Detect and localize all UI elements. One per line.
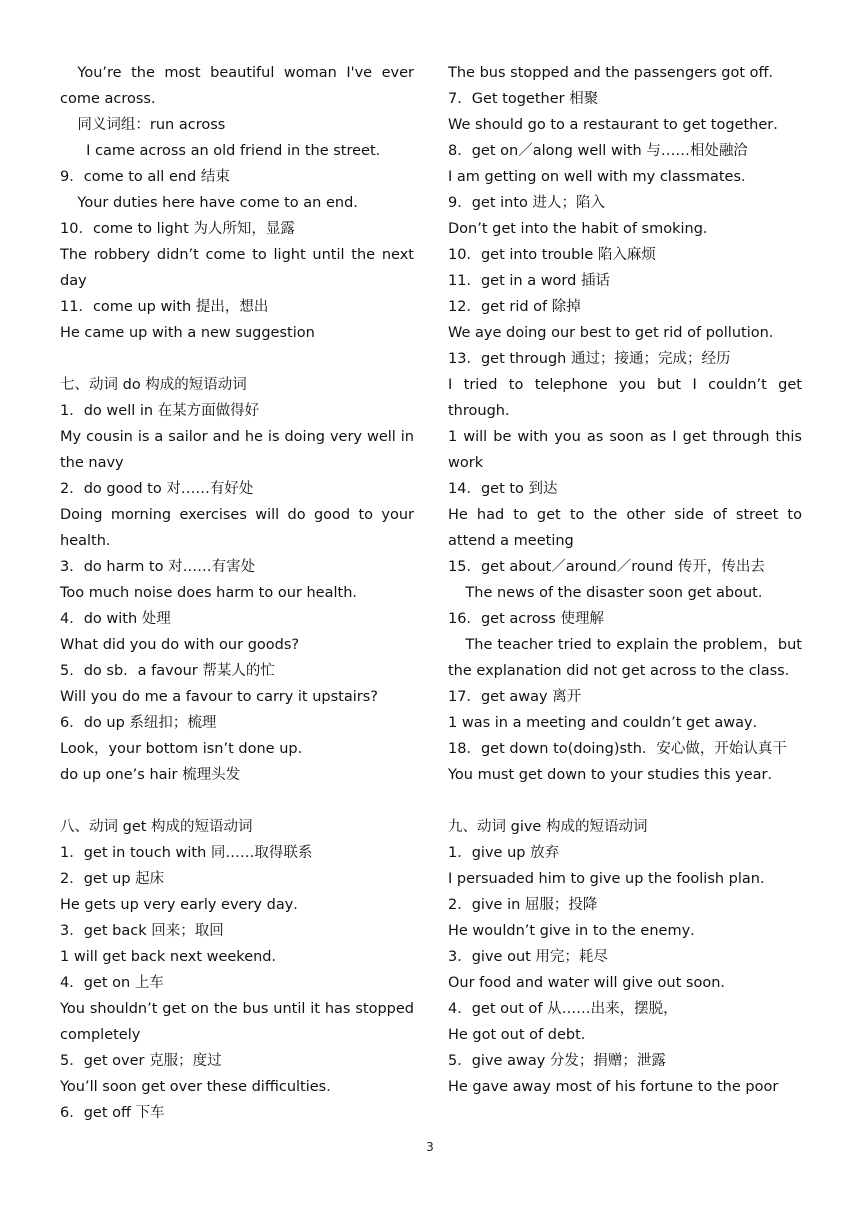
blank-line [60, 788, 414, 814]
text-line: Too much noise does harm to our health． [60, 585, 367, 601]
text-line: My cousin is a sailor and he is doing very well in the navy [60, 429, 414, 471]
text-line: He gave away most of his fortune to the poor [448, 1079, 779, 1095]
text-line: 7．Get together 相聚 [448, 91, 599, 107]
text-line: Don’t get into the habit of smoking． [448, 221, 718, 237]
text-line: You’re the most beautiful woman I've ever come across． [60, 65, 414, 107]
text-line: 12．get rid of 除掉 [448, 299, 581, 315]
text-line: 16．get across 使理解 [448, 611, 604, 627]
text-line: Will you do me a favour to carry it upstairs? [60, 689, 378, 705]
text-line: 10．come to light 为人所知，显露 [60, 221, 295, 237]
text-line: 5．do sb．a favour 帮某人的忙 [60, 663, 275, 679]
text-line: The robbery didn’t come to light until the next day [60, 247, 414, 289]
text-line: 2．do good to 对……有好处 [60, 481, 254, 497]
text-line: 4．get out of 从……出来，摆脱， [448, 1001, 678, 1017]
text-line: 10．get into trouble 陷入麻烦 [448, 247, 656, 263]
text-line: 4．do with 处理 [60, 611, 171, 627]
text-line: The teacher tried to explain the problem，but the explanation did not get across to the class． [448, 637, 802, 679]
text-line: 七、动词 do 构成的短语动词 [60, 377, 247, 393]
text-line: 1 was in a meeting and couldn’t get away． [448, 715, 768, 731]
text-line: 九、动词 give 构成的短语动词 [448, 819, 648, 835]
text-line: Look，your bottom isn’t done up． [60, 741, 313, 757]
text-line: I came across an old friend in the street． [86, 143, 391, 159]
text-line: 9．get into 进人；陷入 [448, 195, 606, 211]
text-line: 3．get back 回来；取回 [60, 923, 224, 939]
text-line: You’ll soon get over these difficulties． [60, 1079, 341, 1095]
text-line: 11．come up with 提出，想出 [60, 299, 269, 315]
text-line: Our food and water will give out soon． [448, 975, 735, 991]
text-line: 14．get to 到达 [448, 481, 558, 497]
text-line: 2．get up 起床 [60, 871, 165, 887]
text-line: 八、动词 get 构成的短语动词 [60, 819, 253, 835]
text-line: We aye doing our best to get rid of pollution． [448, 325, 784, 341]
text-line: 3．do harm to 对……有害处 [60, 559, 256, 575]
text-line: 同义词组：run across [77, 117, 226, 133]
page-number: 3 [426, 1140, 434, 1154]
blank-line [60, 346, 414, 372]
text-line: 1 will be with you as soon as I get through this work [448, 429, 802, 471]
text-line: 1．get in touch with 同……取得联系 [60, 845, 313, 861]
text-line: Doing morning exercises will do good to your health． [60, 507, 414, 549]
text-line: What did you do with our goods? [60, 637, 300, 653]
text-line: do up one’s hair 梳理头发 [60, 767, 241, 783]
text-line: 1 will get back next weekend． [60, 949, 287, 965]
text-line: 1．do well in 在某方面做得好 [60, 403, 260, 419]
text-line: 4．get on 上车 [60, 975, 164, 991]
text-line: He wouldn’t give in to the enemy． [448, 923, 705, 939]
text-line: 6．do up 系纽扣；梳理 [60, 715, 217, 731]
right-column [448, 60, 802, 1100]
left-column [60, 60, 414, 1126]
text-line: 5．get over 克服；度过 [60, 1053, 222, 1069]
text-line: 2．give in 屈服；投降 [448, 897, 598, 913]
text-line: The bus stopped and the passengers got off． [448, 65, 783, 81]
text-line: You must get down to your studies this year． [448, 767, 782, 783]
text-line: I tried to telephone you but I couldn’t get through． [448, 377, 802, 419]
text-line: 3．give out 用完；耗尽 [448, 949, 608, 965]
text-line: 1．give up 放弃 [448, 845, 560, 861]
text-line: 6．get off 下车 [60, 1105, 165, 1121]
text-line: The news of the disaster soon get about． [465, 585, 773, 601]
text-line: 18．get down to(doing)sth．安心做，开始认真干 [448, 741, 787, 757]
text-line: 17．get away 离开 [448, 689, 582, 705]
text-line: You shouldn’t get on the bus until it has stopped completely [60, 1001, 414, 1043]
text-line: Your duties here have come to an end． [77, 195, 368, 211]
text-line: We should go to a restaurant to get together． [448, 117, 788, 133]
text-line: 15．get about／around／round 传开，传出去 [448, 559, 765, 575]
text-line: 5．give away 分发；捐赠；泄露 [448, 1053, 666, 1069]
text-line: I persuaded him to give up the foolish plan． [448, 871, 775, 887]
text-line: 8．get on／along well with 与……相处融洽 [448, 143, 748, 159]
blank-line [448, 788, 802, 814]
text-line: He had to get to the other side of street to attend a meeting [448, 507, 802, 549]
text-line: He came up with a new suggestion [60, 325, 315, 341]
text-line: He gets up very early every day． [60, 897, 308, 913]
text-line: 13．get through 通过；接通；完成；经历 [448, 351, 731, 367]
text-line: I am getting on well with my classmates． [448, 169, 756, 185]
text-line: 9．come to all end 结束 [60, 169, 230, 185]
text-line: 11．get in a word 插话 [448, 273, 610, 289]
text-line: He got out of debt． [448, 1027, 596, 1043]
